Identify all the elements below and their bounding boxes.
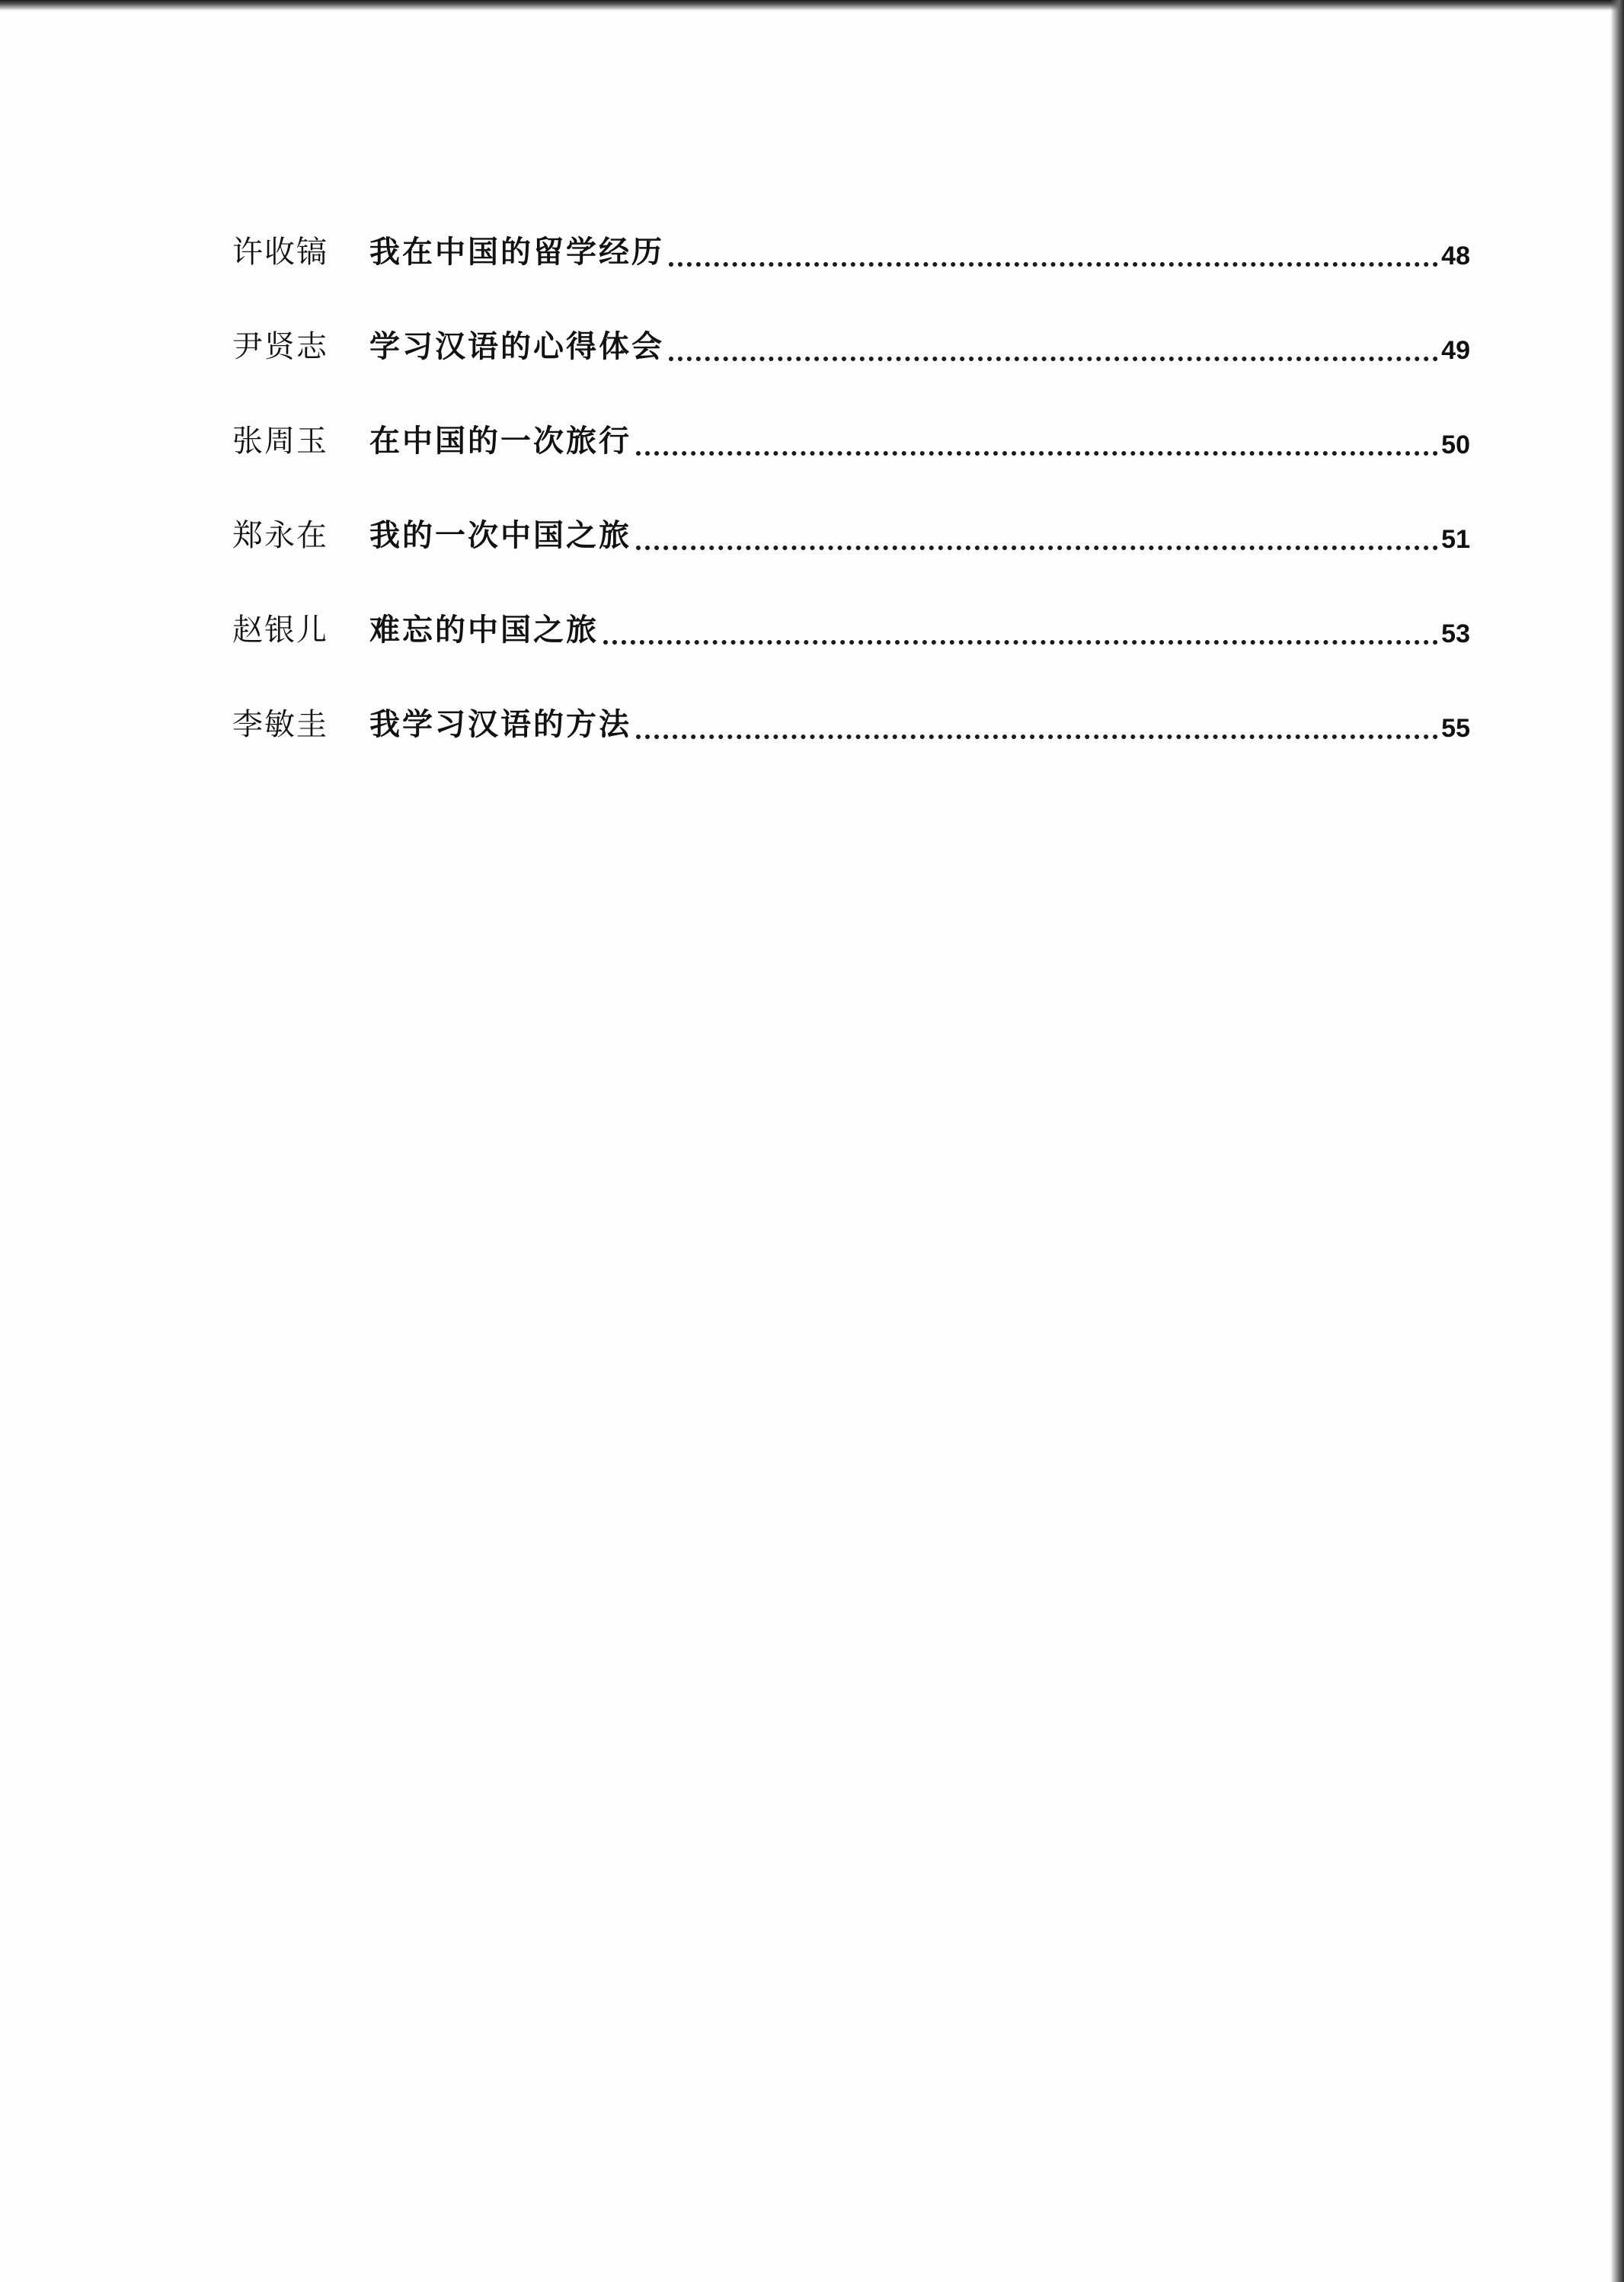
toc-page-number: 51 <box>1441 525 1470 554</box>
toc-dot-leader <box>669 262 1438 267</box>
toc-title: 我学习汉语的方法 <box>369 707 631 742</box>
toc-dot-leader <box>636 451 1438 456</box>
toc-entry <box>232 555 1470 649</box>
toc-author: 张周玉 <box>232 424 328 459</box>
toc-author: 赵银儿 <box>232 613 328 648</box>
toc-author: 尹贤志 <box>232 329 328 364</box>
table-of-contents <box>232 177 1470 744</box>
toc-author: 李敏圭 <box>232 707 328 742</box>
toc-dot-leader <box>636 546 1438 550</box>
toc-page-number: 49 <box>1441 336 1470 365</box>
scan-edge-right <box>1610 0 1624 2282</box>
toc-entry <box>232 460 1470 555</box>
toc-title: 在中国的一次旅行 <box>369 424 631 459</box>
toc-page-number: 50 <box>1441 430 1470 459</box>
toc-author: 郑永在 <box>232 518 328 553</box>
toc-title: 我的一次中国之旅 <box>369 518 631 553</box>
toc-entry <box>232 366 1470 460</box>
toc-entry <box>232 271 1470 366</box>
toc-page-number: 53 <box>1441 619 1470 648</box>
toc-title: 我在中国的留学经历 <box>369 235 664 270</box>
toc-page-number: 48 <box>1441 242 1470 270</box>
toc-author: 许收镐 <box>232 235 328 270</box>
toc-page-number: 55 <box>1441 714 1470 743</box>
toc-entry <box>232 177 1470 271</box>
scan-edge-top <box>0 0 1624 11</box>
toc-dot-leader <box>603 640 1438 645</box>
toc-dot-leader <box>636 735 1438 739</box>
toc-title: 学习汉语的心得体会 <box>369 329 664 364</box>
toc-title: 难忘的中国之旅 <box>369 613 599 648</box>
toc-dot-leader <box>669 357 1438 361</box>
toc-entry <box>232 649 1470 744</box>
